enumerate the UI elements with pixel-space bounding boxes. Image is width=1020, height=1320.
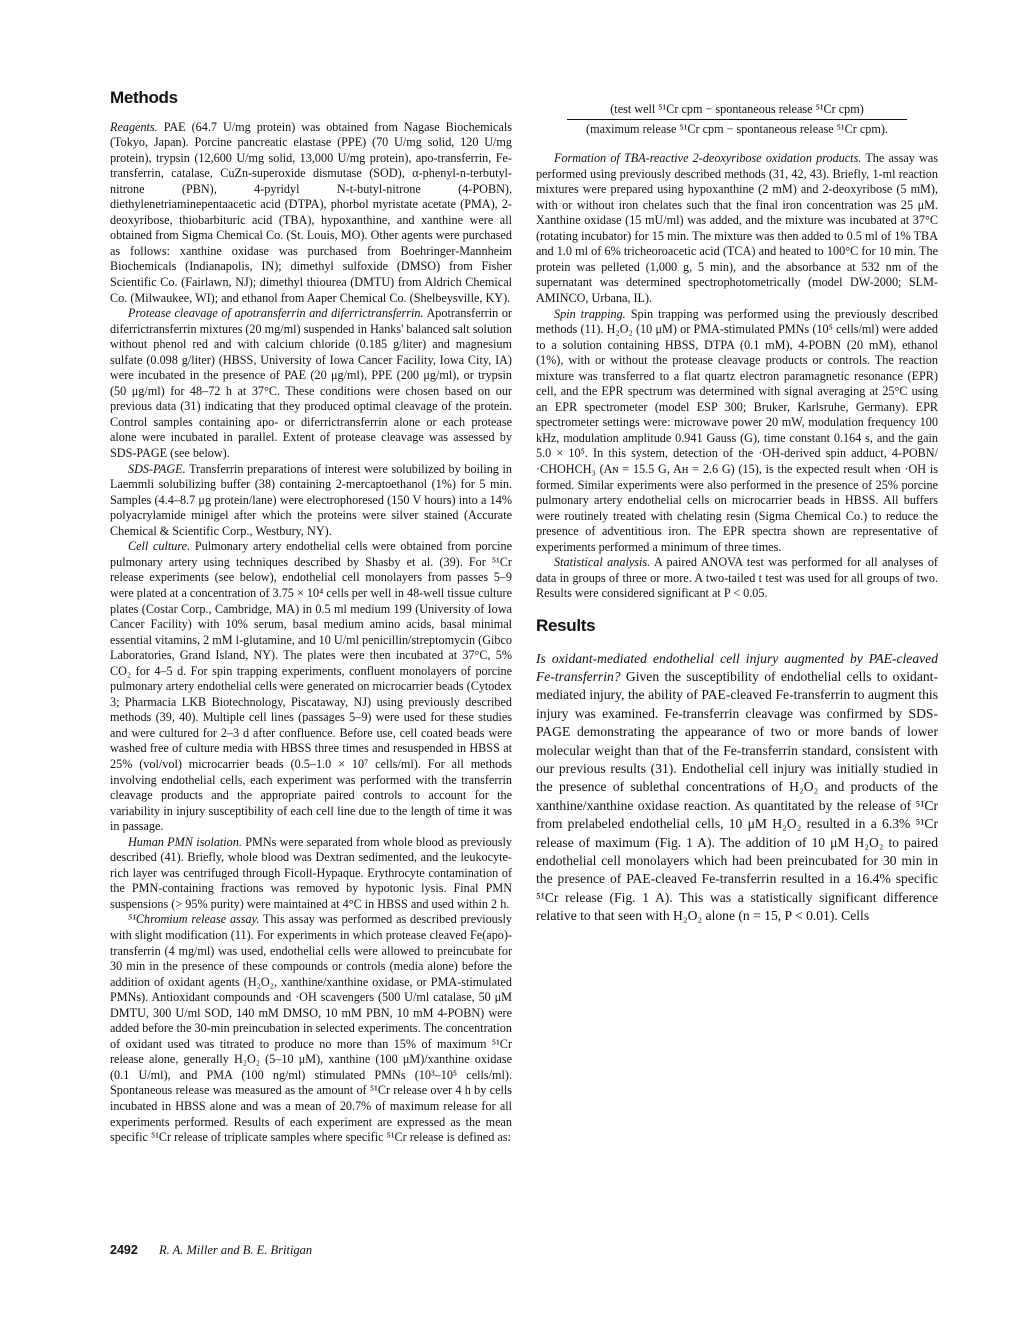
results-section (536, 650, 938, 926)
results-paragraph (536, 650, 938, 926)
methods-heading: Methods (110, 88, 178, 107)
statistics-paragraph (536, 555, 938, 602)
footer-authors: R. A. Miller and B. E. Britigan (158, 1243, 313, 1257)
left-column (110, 90, 512, 1146)
pmn-text: PMNs were separated from whole blood as previously described (41). Briefly, whole blood was Dextran sedimented, and the leukocyte-rich layer was centrifuged through Ficoll-Hypaque. Erythrocyte contamination of the PMN-containing fractions was removed by hypotonic lysis. Final PMN suspensions (> 95% purity) were maintained at 4°C in HBSS and used within 2 h. (110, 834, 512, 911)
reagents-paragraph (110, 120, 512, 307)
reagents-text: PAE (64.7 U/mg protein) was obtained from Nagase Biochemicals (Tokyo, Japan). Porcine pancreatic elastase (PPE) (70 U/mg solid, 120 U/mg protein), trypsin (12,600 U/mg solid, 13,000 U/mg protein), apo-transferrin, Fe-transferrin, catalase, CuZn-superoxide dismutase (SOD), α-phenyl-n-terbutyl-nitrone (PBN), 4-pyridyl N-t-butyl-nitrone (4-POBN), diethylenetriaminepentaacetic acid (DTPA), phorbol myristate acetate (PMA), 2-deoxyribose, thiobarbituric acid (TBA), hypoxanthine, and xanthine were all obtained from Sigma Chemical Co. (St. Louis, MO). Other agents were purchased as follows: xanthine oxidase was purchased from Boehringer-Mannheim Biochemicals (Indianapolis, IN); dimethyl sulfoxide (DMSO) from Fisher Scientific Co. (Fairlawn, NJ); dimethyl thiourea (DMTU) from Aldrich Chemical Co. (Milwaukee, WI); and ethanol from Aaper Chemical Co. (Shelbeysville, KY). (110, 119, 512, 305)
chromium-paragraph (110, 912, 512, 1145)
cell-culture-text: Pulmonary artery endothelial cells were obtained from porcine pulmonary artery using techniques described by Shasby et al. (39). For ⁵¹Cr release experiments (see below), endothelial cell monolayers from passes 5–9 were plated at a concentration of 3.75 × 10⁴ cells per well in 48-well tissue culture plates (Costar Corp., Cambridge, MA) in 0.5 ml medium 199 (University of Iowa Cancer Facility) with 10% serum, basal medium amino acids, basal minimal essential vitamins, 2 mM l-glutamine, and 10 U/ml penicillin/streptomycin (Gibco Laboratories, Grand Island, NY). The plates were then incubated at 37°C, 5% CO₂ for 4–5 d. For spin trapping experiments, confluent monolayers of porcine pulmonary artery endothelial cells were generated on microcarrier beads (Cytodex 3; Pharmacia LKB Biotechnology, Piscataway, NJ) using previously described methods (39, 40). Multiple cell lines (passages 5–9) were used for these studies and were cultured for 2–3 d after confluence. Before use, cell coated beads were washed free of culture media with HBSS three times and resuspended in HBSS at 25% (vol/vol) microcarrier beads (0.5–1.0 × 10⁷ cells/ml). For all methods involving endothelial cells, each experiment was performed with the transferrin cleavage products and the appropriate paired controls to account for the variability in injury susceptibility of each cell line due to the length of time it was in passage. (110, 539, 513, 834)
reagents-title: Reagents. (110, 119, 158, 134)
spin-trapping-paragraph (536, 307, 938, 556)
specific-release-formula (536, 102, 938, 137)
protease-paragraph (110, 306, 512, 461)
tba-text: The assay was performed using previously described methods (31, 42, 43). Briefly, 1-ml reaction mixtures were prepared using hypoxanthine (2 mM) and 2-deoxyribose (5 mM), with or without iron chelates such that the final iron concentration was 25 μM. Xanthine oxidase (15 mU/ml) was added, and the mixture was incubated at 37°C (rotating incubator) for 15 min. The mixture was then added to 0.5 ml of 1% TBA and 1.0 ml of 6% tricheoroacetic acid (TCA) and heated to 100°C for 10 min. The protein was pelleted (1,000 g, 5 min), and the absorbance at 532 nm of the supernatant was determined spectrophotometrically (model DW-2000; SLM-AMINCO, Urbana, IL). (536, 151, 938, 306)
sds-title: SDS-PAGE. (128, 461, 186, 476)
sds-paragraph (110, 462, 512, 540)
pmn-title: Human PMN isolation. (128, 834, 242, 849)
sds-text: Transferrin preparations of interest were solubilized by boiling in Laemmli solubilizing buffer (38) containing 2-mercaptoethanol (1%) for 5 min. Samples (4.4–8.7 μg protein/lane) were electrophoresed (150 V hours) into a 14% polyacrylamide minigel after which the proteins were silver stained (Accurate Chemical & Scientific Corp., Westbury, NY). (110, 461, 512, 538)
results-heading: Results (536, 615, 596, 635)
spin-trapping-text: Spin trapping was performed using the previously described methods (11). H₂O₂ (10 μM) or PMA-stimulated PMNs (10⁵ cells/ml) were added to a solution containing HBSS, DTPA (0.1 mM), 4-POBN (20 mM), ethanol (1%), with or without the protease cleavage products or controls. The reaction mixture was transferred to a flat quartz electron paramagnetic resonance (EPR) cell, and the EPR spectrum was determined with signal averaging at 25°C using an EPR spectrometer (model ESP 300; Bruker, Karlsruhe, Germany). EPR spectrometer settings were: microwave power 20 mW, modulation frequency 100 kHz, modulation amplitude 0.941 Gauss (G), time constant 0.164 s, and the gain 5.0 × 10⁵. In this system, detection of the ·OH-derived spin adduct, 4-POBN/·CHOHCH₃ (Aɴ = 15.5 G, Aʜ = 2.6 G) (15), is the expected result when ·OH is formed. Similar experiments were also performed in the presence of 25% porcine pulmonary artery endothelial cells on microcarrier beads in HBSS. All buffers were routinely treated with chelating resin (Sigma Chemical Co.) to reduce the presence of adventitious iron. The EPR spectra shown are representative of experiments performed a minimum of three times. (536, 306, 938, 554)
formula-denominator: (maximum release ⁵¹Cr cpm − spontaneous release ⁵¹Cr cpm). (586, 121, 888, 136)
page-number: 2492 (110, 1243, 138, 1257)
results-question-title: Is oxidant-mediated endothelial cell injury augmented by PAE-cleaved Fe-transferrin? (536, 650, 938, 684)
chromium-text: This assay was performed as described previously with slight modification (11). For experiments in which protease cleaved Fe(apo)-transferrin (4 mg/ml) was used, endothelial cells were allowed to preincubate for 30 min in the presence of these compounds or controls (media alone) before the addition of oxidant agents (H₂O₂, xanthine/xanthine oxidase, or PMA-stimulated PMNs). Antioxidant compounds and ·OH scavengers (500 U/ml catalase, 50 μM DMTU, 300 U/ml SOD, 140 mM DMSO, 10 mM PBN, 10 mM 4-POBN) were added before the 30-min preincubation in selected experiments. The concentration of oxidant used was titrated to produce no more than 15% of maximum ⁵¹Cr release alone, generally H₂O₂ (5–10 μM), xanthine (100 μM)/xanthine oxidase (0.1 U/ml), and PMA (100 ng/ml) stimulated PMNs (10³–10⁵ cells/ml). Spontaneous release was measured as the amount of ⁵¹Cr release over 4 h by cells incubated in HBSS alone and was a mean of 20.7% of maximum release for all experiments performed. Results of each experiment are expressed as the mean specific ⁵¹Cr release of triplicate samples where specific ⁵¹Cr release is defined as: (110, 912, 513, 1145)
cell-culture-title: Cell culture. (128, 539, 191, 554)
protease-title: Protease cleavage of apotransferrin and diferrictransferrin. (128, 306, 424, 321)
cell-culture-paragraph (110, 539, 512, 834)
tba-title: Formation of TBA-reactive 2-deoxyribose oxidation products. (554, 151, 862, 166)
statistics-title: Statistical analysis. (554, 555, 651, 570)
right-column (536, 90, 938, 926)
tba-paragraph (536, 151, 938, 306)
pmn-paragraph (110, 835, 512, 913)
protease-text: Apotransferrin or diferrictransferrin mixtures (20 mg/ml) suspended in Hanks' balanced salt solution without phenol red and with calcium chloride (0.185 g/liter) and magnesium sulfate (0.098 g/liter) (HBSS, University of Iowa Cancer Facility, Iowa City, IA) were incubated in the presence of PAE (20 μg/ml), PPE (200 μg/ml), or trypsin (50 μg/ml) for 48–72 h at 37°C. These conditions were chosen based on our previous data (31) indicating that they produced optimal cleavage of the protein. Control samples containing apo- or diferrictransferrin alone or each protease alone were incubated in parallel. Extent of protease cleavage was assessed by SDS-PAGE (see below). (110, 306, 512, 461)
results-text: Given the susceptibility of endothelial cells to oxidant-mediated injury, the ability of PAE-cleaved Fe-transferrin to augment this injury was examined. Fe-transferrin cleavage was confirmed by SDS-PAGE demonstrating the appearance of two or more bands of lower molecular weight than that of the Fe-transferrin standard, consistent with our previous results (31). Endothelial cell injury was initially studied in the presence of sublethal concentrations of H₂O₂ and products of the xanthine/xanthine oxidase reaction. As quantitated by the release of ⁵¹Cr from prelabeled endothelial cells, 10 μM H₂O₂ resulted in a 6.3% ⁵¹Cr release of maximum (Fig. 1 A). The addition of 10 μM H₂O₂ to paired endothelial cell monolayers which had been preincubated for 30 min in the presence of PAE-cleaved Fe-transferrin resulted in a 16.4% specific ⁵¹Cr release (Fig. 1 A). This was a statistically significant difference relative to that seen with H₂O₂ alone (n = 15, P < 0.01). Cells (536, 668, 938, 924)
formula-numerator: (test well ⁵¹Cr cpm − spontaneous release ⁵¹Cr cpm) (567, 102, 907, 120)
spin-trapping-title: Spin trapping. (554, 306, 626, 321)
statistics-text: A paired ANOVA test was performed for all analyses of data in groups of three or more. A two-tailed t test was used for all groups of two. Results were considered significant at P < 0.05. (536, 555, 938, 601)
page-footer (110, 1243, 312, 1258)
chromium-title: ⁵¹Chromium release assay. (128, 912, 260, 927)
